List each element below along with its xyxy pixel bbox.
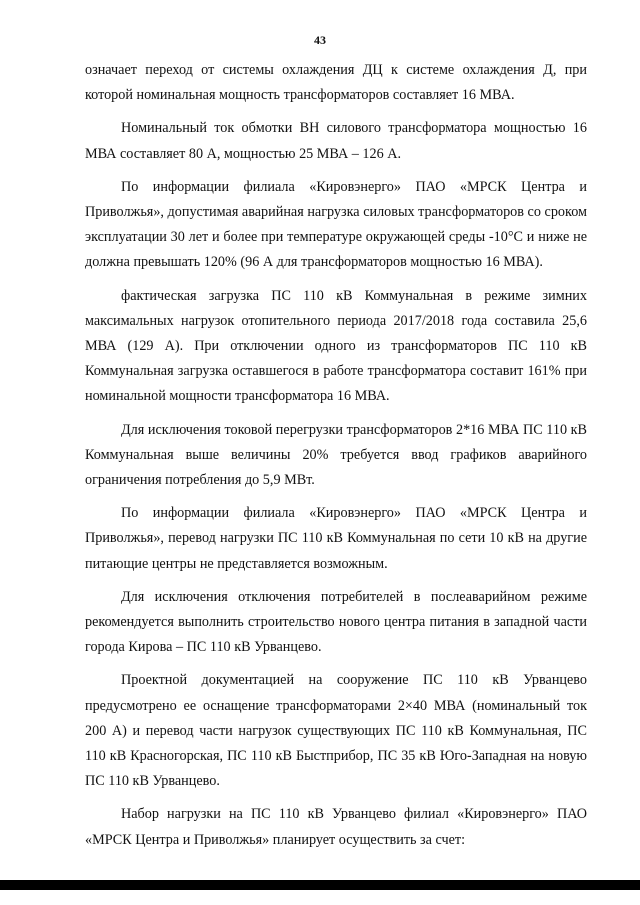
paragraph-overload-prevention: Для исключения токовой перегрузки трансформаторов 2*16 МВА ПС 110 кВ Коммунальная выше величины 20% требуется ввод графиков аварийного ограничения потребления до 5,9 МВт. xyxy=(85,421,587,489)
paragraph-project-documentation: Проектной документацией на сооружение ПС 110 кВ Урванцево предусмотрено ее оснащение трансформаторами 2×40 МВА (номинальный ток 200 А) и перевод части нагрузок существующих ПС 110 кВ Коммунальная, ПС 110 кВ Красногорская, ПС 110 кВ Быстприбор, ПС 35 кВ Юго-Западная на новую ПС 110 кВ Урванцево. xyxy=(85,672,587,790)
paragraph-load-acquisition: Набор нагрузки на ПС 110 кВ Урванцево филиал «Кировэнерго» ПАО «МРСК Центра и Приволжья» планирует осуществить за счет: xyxy=(85,806,587,848)
paragraph-load-transfer: По информации филиала «Кировэнерго» ПАО «МРСК Центра и Приволжья», перевод нагрузки ПС 110 кВ Коммунальная по сети 10 кВ на другие питающие центры не представляется возможным. xyxy=(85,505,587,572)
page-number: 43 xyxy=(314,33,326,47)
document-body xyxy=(85,58,587,861)
paragraph-emergency-load: По информации филиала «Кировэнерго» ПАО «МРСК Центра и Приволжья», допустимая аварийная нагрузка силовых трансформаторов со сроком эксплуатации 30 лет и более при температуре окружающей среды -10°С и ниже не должна превышать 120% (96 А для трансформаторов мощностью 16 МВА). xyxy=(85,178,587,271)
bottom-border-bar xyxy=(0,880,640,890)
paragraph-recommendation: Для исключения отключения потребителей в послеаварийном режиме рекомендуется выполнить строительство нового центра питания в западной части города Кирова – ПС 110 кВ Урванцево. xyxy=(85,588,587,656)
paragraph-continuation: означает переход от системы охлаждения ДЦ к системе охлаждения Д, при которой номинальная мощность трансформаторов составляет 16 МВА. xyxy=(85,62,587,104)
paragraph-rated-current: Номинальный ток обмотки ВН силового трансформатора мощностью 16 МВА составляет 80 А, мощностью 25 МВА – 126 А. xyxy=(85,120,587,162)
paragraph-actual-load: фактическая загрузка ПС 110 кВ Коммунальная в режиме зимних максимальных нагрузок отопительного периода 2017/2018 года составила 25,6 МВА (129 А). При отключении одного из трансформаторов ПС 110 кВ Коммунальная загрузка оставшегося в работе трансформатора составит 161% при номинальной мощности трансформатора 16 МВА. xyxy=(85,287,587,405)
